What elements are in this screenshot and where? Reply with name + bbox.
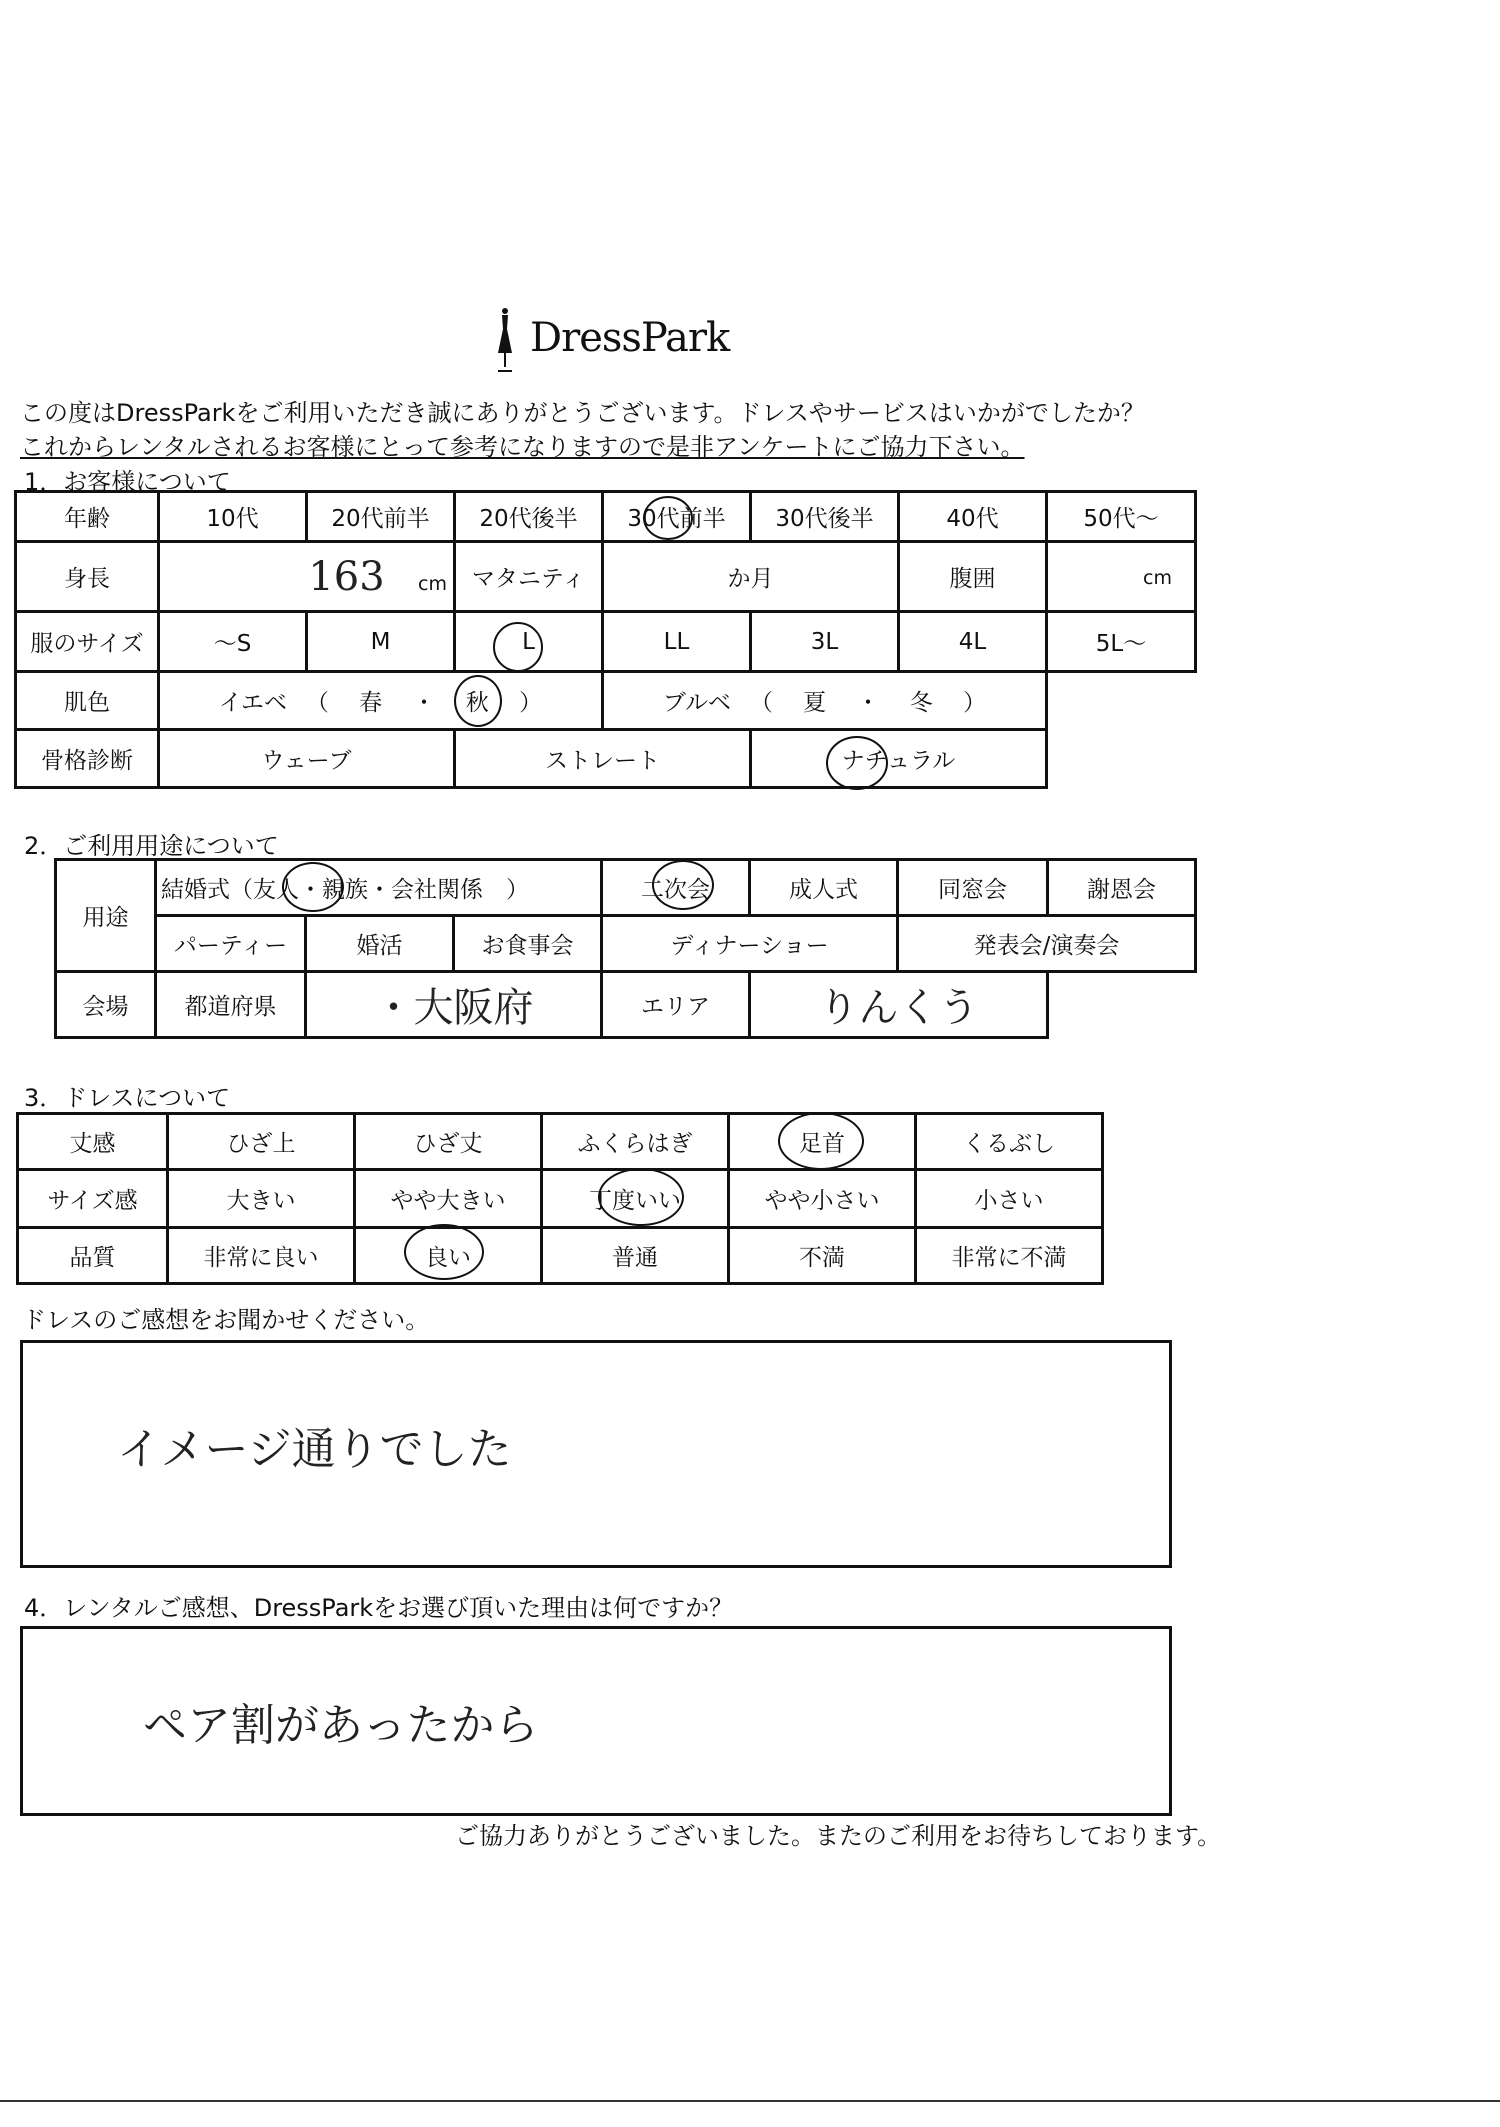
skin-blue-group[interactable]: ブルベ （ 夏 ・ 冬 ）	[603, 672, 1047, 730]
purpose-option[interactable]: お食事会	[454, 916, 602, 972]
waist-unit: cm	[1143, 566, 1172, 589]
height-field[interactable]	[159, 542, 455, 612]
fit-option[interactable]: やや大きい	[355, 1170, 542, 1228]
skeleton-option[interactable]: ストレート	[455, 730, 751, 788]
size-option[interactable]: 5L～	[1047, 612, 1196, 672]
fit-option-selected[interactable]: 丁度いい	[542, 1170, 729, 1228]
maternity-label: マタニティ	[455, 542, 603, 612]
length-option[interactable]: ひざ丈	[355, 1114, 542, 1170]
dress-comment-box[interactable]	[20, 1340, 1172, 1568]
length-option[interactable]: くるぶし	[916, 1114, 1103, 1170]
fit-selection-circle	[598, 1168, 684, 1226]
customer-table	[14, 490, 1197, 789]
venue-label: 会場	[56, 972, 156, 1038]
skeleton-label: 骨格診断	[16, 730, 159, 788]
length-option[interactable]: ふくらはぎ	[542, 1114, 729, 1170]
length-option-selected[interactable]: 足首	[729, 1114, 916, 1170]
wedding-friend-circle	[282, 862, 344, 912]
purpose-option[interactable]: 成人式	[750, 860, 898, 916]
fit-option[interactable]: 大きい	[168, 1170, 355, 1228]
dress-comment-text: イメージ通りでした	[117, 1424, 512, 1475]
waist-field[interactable]	[1047, 542, 1196, 612]
fit-option[interactable]: やや小さい	[729, 1170, 916, 1228]
height-label: 身長	[16, 542, 159, 612]
wedding-prefix: 結婚式（	[161, 877, 253, 903]
size-option[interactable]: M	[307, 612, 455, 672]
fit-option[interactable]: 小さい	[916, 1170, 1103, 1228]
purpose-option[interactable]: 同窓会	[898, 860, 1048, 916]
age-selection-circle	[643, 496, 693, 540]
prefecture-value: ・大阪府	[373, 985, 534, 1031]
purpose-option[interactable]: パーティー	[156, 916, 306, 972]
reason-comment-box[interactable]	[20, 1626, 1172, 1816]
section-3-title: 3．ドレスについて	[24, 1084, 231, 1112]
size-option[interactable]: ～S	[159, 612, 307, 672]
bottom-rule	[0, 2100, 1500, 2102]
section-1-title: 1．お客様について	[24, 468, 231, 496]
dress-comment-prompt: ドレスのご感想をお聞かせください。	[22, 1306, 430, 1334]
fit-label: サイズ感	[18, 1170, 168, 1228]
skeleton-option[interactable]: ウェーブ	[159, 730, 455, 788]
skin-selection-circle	[454, 675, 502, 727]
skin-blue-label: ブルベ	[662, 690, 732, 716]
waist-label: 腹囲	[899, 542, 1047, 612]
skin-summer-option[interactable]: 夏	[803, 690, 827, 716]
purpose-option[interactable]: 謝恩会	[1048, 860, 1196, 916]
size-option[interactable]: 3L	[751, 612, 899, 672]
skin-autumn-option-selected[interactable]: 秋	[465, 690, 489, 716]
quality-selection-circle	[404, 1224, 484, 1280]
age-label: 年齢	[16, 492, 159, 542]
intro-line-2: これからレンタルされるお客様にとって参考になりますので是非アンケートにご協力下さい。	[20, 433, 1025, 461]
size-option[interactable]: 4L	[899, 612, 1047, 672]
purpose-option-selected[interactable]: 二次会	[602, 860, 750, 916]
thank-you-footer: ご協力ありがとうございました。またのご利用をお待ちしております。	[455, 1822, 1222, 1850]
area-label: エリア	[602, 972, 750, 1038]
size-selection-circle	[493, 622, 543, 672]
maternity-field[interactable]	[603, 542, 899, 612]
skin-winter-option[interactable]: 冬	[909, 690, 933, 716]
purpose-option[interactable]: 婚活	[306, 916, 454, 972]
purpose-option[interactable]: ディナーショー	[602, 916, 898, 972]
quality-label: 品質	[18, 1228, 168, 1284]
age-option[interactable]: 30代後半	[751, 492, 899, 542]
brand-name: DressPark	[530, 315, 730, 361]
purpose-label: 用途	[56, 860, 156, 972]
length-option[interactable]: ひざ上	[168, 1114, 355, 1170]
section-2-title: 2．ご利用用途について	[24, 832, 279, 860]
quality-option-selected[interactable]: 良い	[355, 1228, 542, 1284]
dress-table	[16, 1112, 1104, 1285]
size-option[interactable]: LL	[603, 612, 751, 672]
quality-option[interactable]: 不満	[729, 1228, 916, 1284]
skeleton-selection-circle	[826, 736, 888, 790]
skin-spring-option[interactable]: 春	[359, 690, 383, 716]
age-option-selected[interactable]: 30代前半	[603, 492, 751, 542]
purpose-selection-circle	[652, 860, 714, 910]
prefecture-label: 都道府県	[156, 972, 306, 1038]
reason-comment-text: ペア割があったから	[143, 1700, 539, 1751]
purpose-option[interactable]: 発表会/演奏会	[898, 916, 1196, 972]
prefecture-field[interactable]	[306, 972, 602, 1038]
area-field[interactable]	[750, 972, 1048, 1038]
wedding-friend-option-selected[interactable]: 友人	[253, 877, 299, 903]
usage-table	[54, 858, 1197, 1039]
wedding-option[interactable]	[156, 860, 602, 916]
skeleton-option-selected[interactable]: ナチュラル	[751, 730, 1047, 788]
quality-option[interactable]: 非常に良い	[168, 1228, 355, 1284]
wedding-rest: ・親族・会社関係 ）	[299, 877, 529, 903]
age-option[interactable]: 40代	[899, 492, 1047, 542]
skin-yellow-group[interactable]: イエベ （ 春 ・ 秋 ）	[159, 672, 603, 730]
size-label: 服のサイズ	[16, 612, 159, 672]
skin-label: 肌色	[16, 672, 159, 730]
height-value: 163	[308, 553, 385, 600]
quality-option[interactable]: 普通	[542, 1228, 729, 1284]
dresspark-logo	[490, 305, 750, 385]
size-option-selected[interactable]: L	[455, 612, 603, 672]
age-option[interactable]: 10代	[159, 492, 307, 542]
dress-icon	[490, 305, 520, 375]
height-unit: cm	[418, 572, 447, 595]
length-label: 丈感	[18, 1114, 168, 1170]
age-option[interactable]: 20代後半	[455, 492, 603, 542]
skin-yellow-label: イエベ	[218, 690, 288, 716]
intro-line-1: この度はDressParkをご利用いただき誠にありがとうございます。ドレスやサービスはいかがでしたか？	[20, 399, 1145, 427]
length-selection-circle	[778, 1112, 864, 1170]
area-value: りんくう	[818, 985, 979, 1031]
quality-option[interactable]: 非常に不満	[916, 1228, 1103, 1284]
age-option[interactable]: 20代前半	[307, 492, 455, 542]
maternity-unit: か月	[727, 566, 774, 592]
section-4-title: 4．レンタルご感想、DressParkをお選び頂いた理由は何ですか？	[24, 1594, 734, 1622]
age-option[interactable]: 50代～	[1047, 492, 1196, 542]
